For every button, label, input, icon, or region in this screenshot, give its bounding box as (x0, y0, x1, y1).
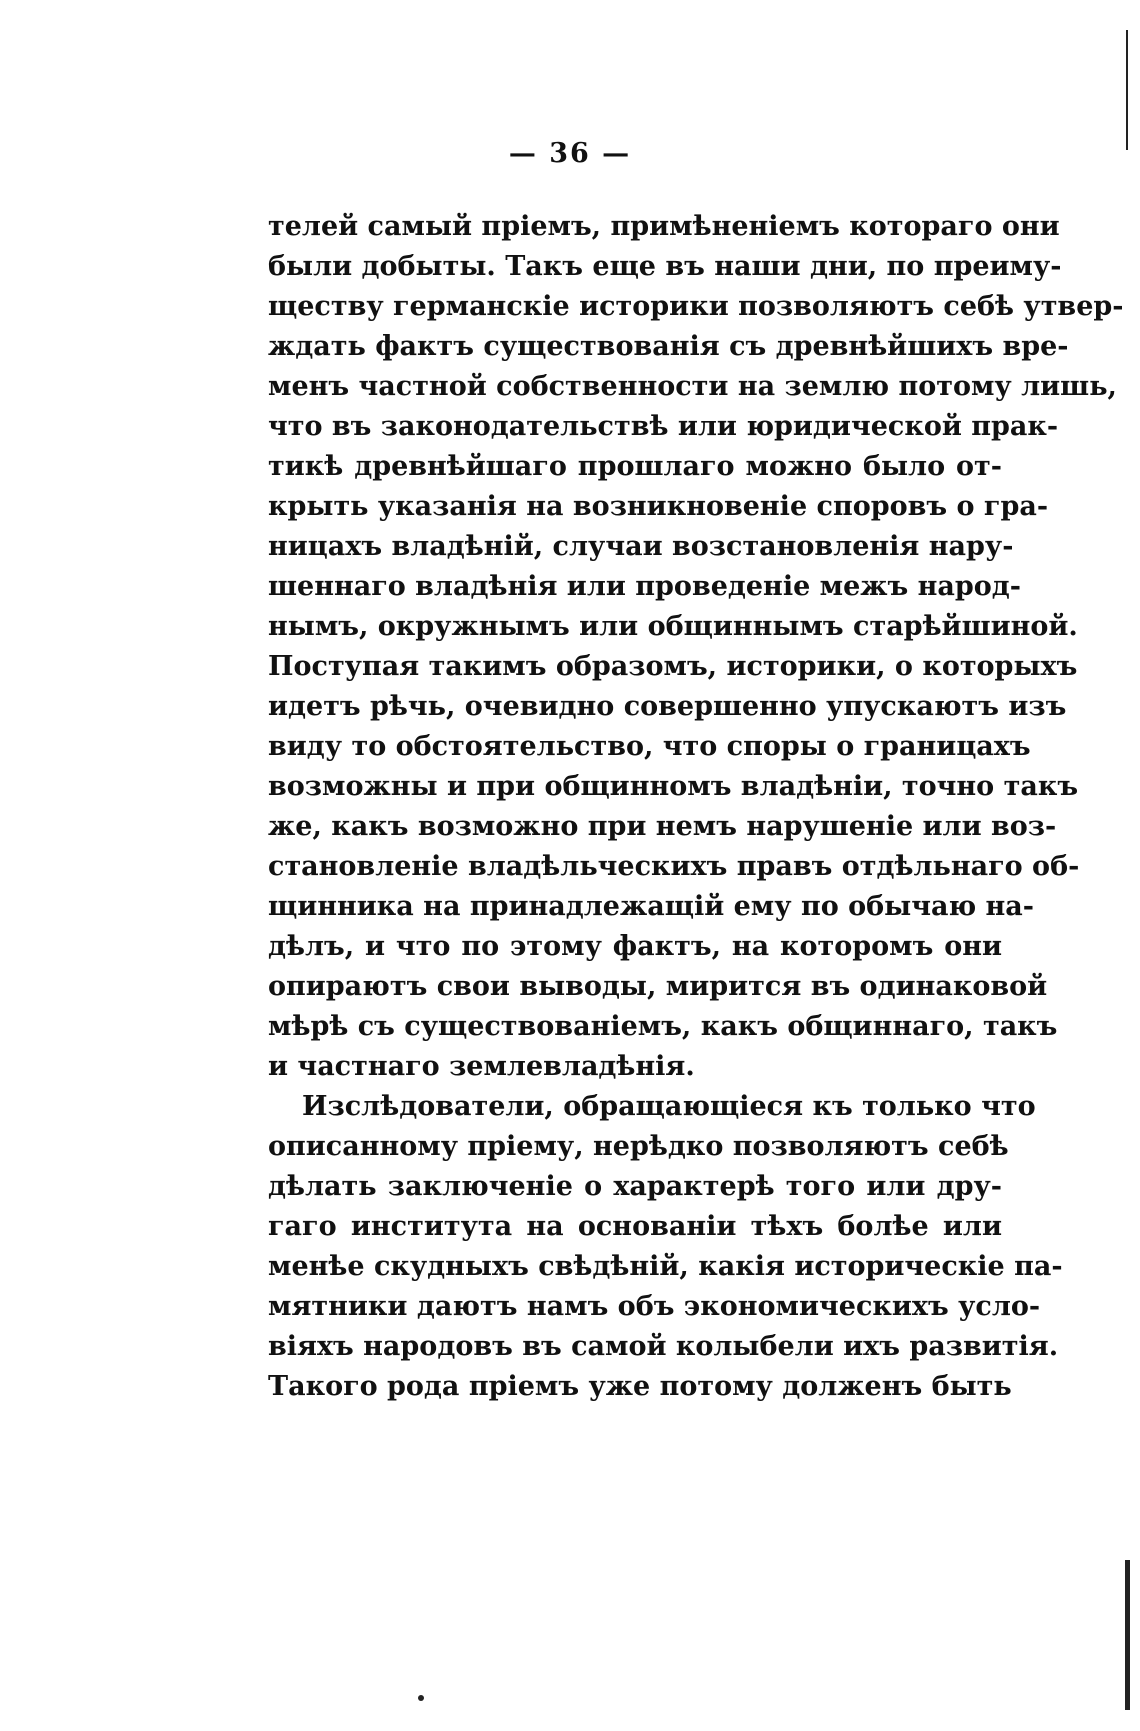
text-line: нымъ, окружнымъ или общиннымъ старѣйшиной. (268, 611, 1078, 642)
body-text (268, 207, 1124, 1407)
text-line: опираютъ свои выводы, мирится въ одинаковой (268, 971, 1048, 1002)
text-line: мятники даютъ намъ объ экономическихъ усло- (268, 1291, 1041, 1322)
text-line: описанному пріему, нерѣдко позволяютъ себѣ (268, 1131, 1009, 1162)
paragraph-2 (268, 1087, 1063, 1407)
text-line: становленіе владѣльческихъ правъ отдѣльнаго об- (268, 851, 1080, 882)
scan-edge-line (1125, 1560, 1130, 1710)
paragraph-1 (268, 207, 1124, 1087)
page-number: — 36 — (508, 138, 632, 169)
scan-edge-line (1126, 30, 1128, 150)
scan-speck (418, 1695, 424, 1701)
text-line: были добыты. Такъ еще въ наши дни, по преиму- (268, 251, 1062, 282)
text-line: ницахъ владѣній, случаи возстановленія нару- (268, 531, 1014, 562)
text-line: Поступая такимъ образомъ, историки, о которыхъ (268, 651, 1078, 682)
text-line: крыть указанія на возникновеніе споровъ о гра- (268, 491, 1049, 522)
text-line: телей самый пріемъ, примѣненіемъ котораго они (268, 211, 1060, 242)
text-line: тикѣ древнѣйшаго прошлаго можно было от- (268, 451, 1002, 482)
text-line: Изслѣдователи, обращающіеся къ только что (302, 1091, 1036, 1122)
text-line: гаго института на основаніи тѣхъ болѣе или (268, 1211, 1002, 1242)
text-line: мѣрѣ съ существованіемъ, какъ общиннаго, такъ (268, 1011, 1058, 1042)
text-line: дѣлъ, и что по этому фактъ, на которомъ они (268, 931, 1002, 962)
text-line: виду то обстоятельство, что споры о границахъ (268, 731, 1031, 762)
text-line: же, какъ возможно при немъ нарушеніе или воз- (268, 811, 1057, 842)
text-line: ждать фактъ существованія съ древнѣйшихъ вре- (268, 331, 1069, 362)
text-line: идетъ рѣчь, очевидно совершенно упускаютъ изъ (268, 691, 1067, 722)
text-line: шеннаго владѣнія или проведеніе межъ народ- (268, 571, 1022, 602)
text-line: дѣлать заключеніе о характерѣ того или дру- (268, 1171, 1002, 1202)
text-line: віяхъ народовъ въ самой колыбели ихъ развитія. (268, 1331, 1059, 1362)
text-line: ществу германскіе историки позволяютъ себѣ утвер- (268, 291, 1124, 322)
text-line: менъ частной собственности на землю потому лишь, (268, 371, 1117, 402)
text-line: возможны и при общинномъ владѣніи, точно такъ (268, 771, 1079, 802)
text-line: что въ законодательствѣ или юридической прак- (268, 411, 1059, 442)
text-line: щинника на принадлежащій ему по обычаю на- (268, 891, 1035, 922)
text-line: менѣе скудныхъ свѣдѣній, какія историческіе па- (268, 1251, 1063, 1282)
text-line: и частнаго землевладѣнія. (268, 1051, 695, 1082)
text-line: Такого рода пріемъ уже потому долженъ быть (268, 1371, 1012, 1402)
